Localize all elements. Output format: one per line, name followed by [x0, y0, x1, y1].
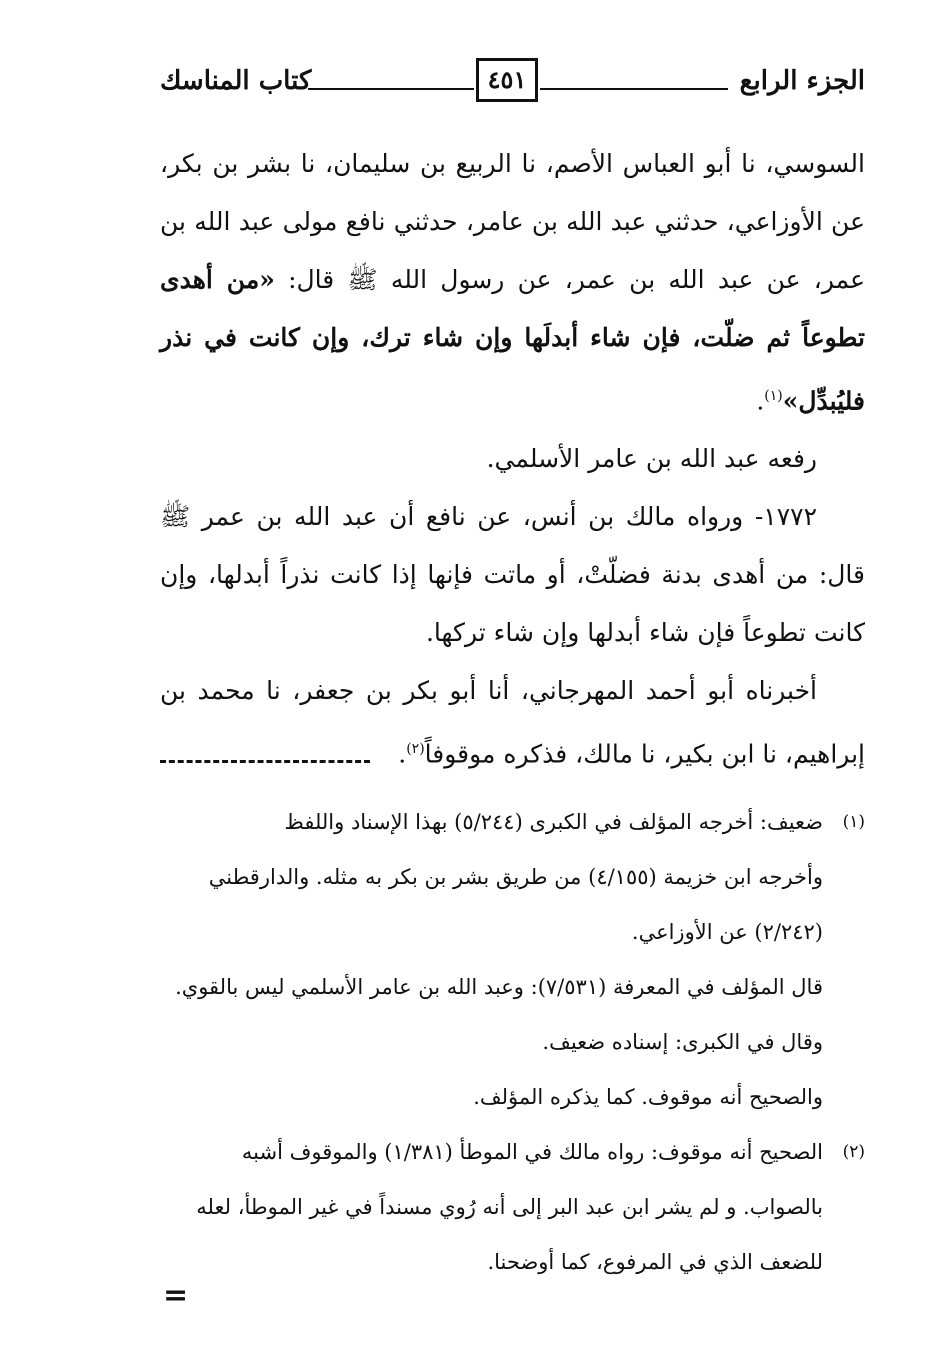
footnote-1-line: وأخرجه ابن خزيمة (٤/١٥٥) من طريق بشر بن بكر به مثله. والدارقطني	[208, 865, 823, 889]
chapter-title: كتاب المناسك	[160, 66, 312, 96]
volume-title: الجزء الرابع	[739, 66, 865, 96]
footnote-1-line: ضعيف: أخرجه المؤلف في الكبرى (٥/٢٤٤) بهذا الإسناد واللفظ	[284, 810, 823, 834]
header-rule-left	[308, 88, 474, 90]
hadith-quote: «من أهدى تطوعاً ثم ضلّت، فإن شاء أبدلَها وإن شاء ترك، وإن كانت في نذر فليُبدِّل»	[160, 265, 865, 416]
header-rule-right	[540, 88, 728, 90]
footnote-1-line: (٢/٢٤٢) عن الأوزاعي.	[631, 920, 823, 944]
footnote-1-line: قال المؤلف في المعرفة (٧/٥٣١): وعبد الله بن عامر الأسلمي ليس بالقوي.	[175, 975, 823, 999]
footnote-1-line: وقال في الكبرى: إسناده ضعيف.	[542, 1030, 823, 1054]
footnote-2	[160, 1125, 865, 1290]
paragraph-rafaahu: رفعه عبد الله بن عامر الأسلمي.	[486, 444, 817, 474]
footnote-ref-2: (٢)	[406, 741, 425, 758]
footnote-2-number: (٢)	[842, 1142, 865, 1162]
footnote-1	[160, 795, 865, 1125]
footnote-1-line: والصحيح أنه موقوف. كما يذكره المؤلف.	[473, 1085, 823, 1109]
footnote-2-line: الصحيح أنه موقوف: رواه مالك في الموطأ (١/٣٨١) والموقوف أشبه	[241, 1140, 823, 1164]
paragraph-akhbarana	[160, 662, 865, 783]
footnote-2-line: للضعف الذي في المرفوع، كما أوضحنا.	[487, 1250, 823, 1274]
footnotes	[160, 795, 865, 1290]
footnote-ref-1: (١)	[764, 388, 783, 404]
footnote-divider	[160, 760, 370, 763]
footnote-1-number: (١)	[842, 812, 865, 832]
footnote-2-line: بالصواب. و لم يشر ابن عبد البر إلى أنه رُوي مسنداً في غير الموطأ، لعله	[196, 1195, 823, 1219]
page-header	[160, 58, 865, 110]
isnad-text: السوسي، نا أبو العباس الأصم، نا الربيع بن سليمان، نا بشر بن بكر، عن الأوزاعي، حدثني عبد الله بن عامر، حدثني نافع مولى عبد الله بن عمر، عن عبد الله بن عمر، عن رسول الله ﷺ قال:	[160, 149, 866, 294]
akhbarana-text: أخبرناه أبو أحمد المهرجاني، أنا أبو بكر بن جعفر، نا محمد بن إبراهيم، نا ابن بكير، نا مالك، فذكره موقوفاً	[160, 676, 865, 769]
main-text	[160, 135, 865, 784]
period: .	[756, 386, 765, 416]
page-number: ٤٥١	[476, 58, 538, 102]
paragraph-1772: ١٧٧٢- ورواه مالك بن أنس، عن نافع أن عبد الله بن عمر ﷺ قال: من أهدى بدنة فضلّتْ، أو ماتت فإنها إذا كانت نذراً أبدلها، وإن كانت تطوعاً فإن شاء أبدلها وإن شاء تركها.	[160, 502, 865, 648]
paragraph-isnad	[160, 135, 865, 430]
end-mark: =	[163, 1278, 189, 1313]
period: .	[398, 739, 407, 769]
